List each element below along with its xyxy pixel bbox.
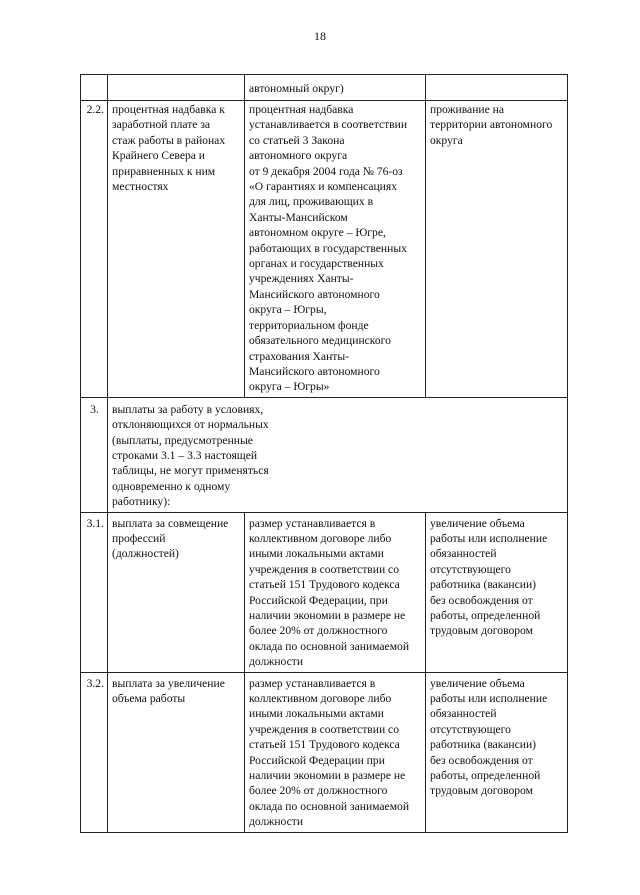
payment-condition: автономный округ) bbox=[245, 75, 426, 101]
payment-name: выплата за совмещение профессий (должностей) bbox=[108, 512, 245, 672]
payment-name: выплата за увеличение объема работы bbox=[108, 672, 245, 832]
payment-name: процентная надбавка к заработной плате за стаж работы в районах Крайнего Севера и приравненных к ним местностях bbox=[108, 101, 245, 398]
row-number bbox=[81, 75, 108, 101]
payment-basis: увеличение объема работы или исполнение обязанностей отсутствующего работника (вакансии) без освобождения от работы, определенной трудовым договором bbox=[426, 512, 568, 672]
payment-condition: размер устанавливается в коллективном договоре либо иными локальными актами учреждения в соответствии со статьей 151 Трудового кодекса Российской Федерации, при наличии экономии в размере не более 20% от должностного оклада по основной занимаемой должности bbox=[245, 512, 426, 672]
table-row bbox=[81, 101, 568, 398]
section-heading: выплаты за работу в условиях, отклоняющихся от нормальных (выплаты, предусмотренные строками 3.1 – 3.3 настоящей таблицы, не могут применяться одновременно к одному работнику): bbox=[108, 397, 568, 512]
payment-basis bbox=[426, 75, 568, 101]
payment-name bbox=[108, 75, 245, 101]
row-number: 2.2. bbox=[81, 101, 108, 398]
table-row bbox=[81, 512, 568, 672]
table-row bbox=[81, 672, 568, 832]
row-number: 3. bbox=[81, 397, 108, 512]
payment-basis: увеличение объема работы или исполнение обязанностей отсутствующего работника (вакансии) без освобождения от работы, определенной трудовым договором bbox=[426, 672, 568, 832]
row-number: 3.2. bbox=[81, 672, 108, 832]
table-row bbox=[81, 397, 568, 512]
payment-basis: проживание на территории автономного округа bbox=[426, 101, 568, 398]
payment-condition: процентная надбавка устанавливается в соответствии со статьей 3 Закона автономного округа от 9 декабря 2004 года № 76-оз «О гарантиях и компенсациях для лиц, проживающих в Ханты-Мансийском автономном округе – Югре, работающих в государственных органах и государственных учреждениях Ханты- Мансийского автономного округа – Югры, территориальном фонде обязательного медицинского страхования Ханты- Мансийского автономного округа – Югры» bbox=[245, 101, 426, 398]
row-number: 3.1. bbox=[81, 512, 108, 672]
payments-table bbox=[80, 74, 568, 833]
page-number: 18 bbox=[314, 29, 326, 43]
table-row bbox=[81, 75, 568, 101]
payment-condition: размер устанавливается в коллективном договоре либо иными локальными актами учреждения в соответствии со статьей 151 Трудового кодекса Российской Федерации при наличии экономии в размере не более 20% от должностного оклада по основной занимаемой должности bbox=[245, 672, 426, 832]
